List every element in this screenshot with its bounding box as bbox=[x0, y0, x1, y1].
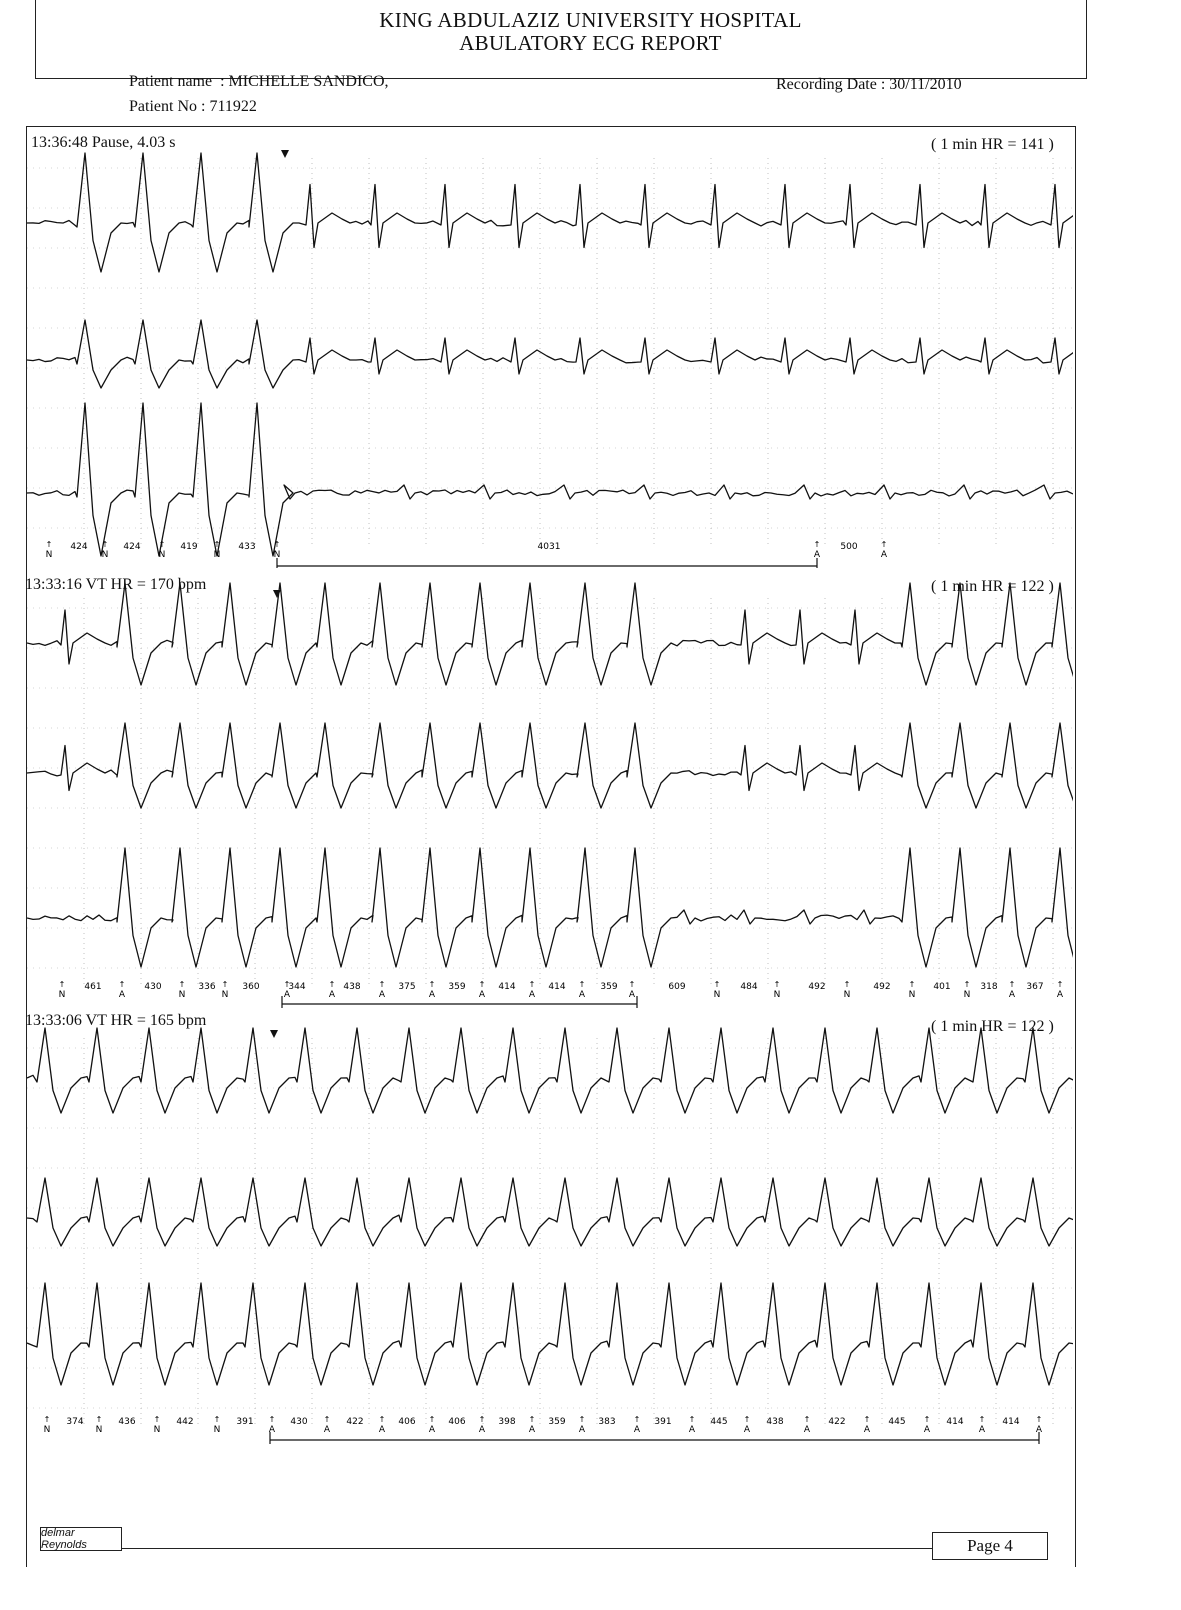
beat-label: A bbox=[528, 1425, 536, 1435]
ecg-grid bbox=[27, 1038, 1073, 1428]
rr-interval: 360 bbox=[242, 982, 260, 992]
beat-label: N bbox=[713, 990, 721, 1000]
beat-marker-icon: ↑ bbox=[213, 1415, 221, 1424]
ecg-lead-3 bbox=[27, 1283, 1073, 1385]
beat-marker-icon: ↑ bbox=[95, 1415, 103, 1424]
beat-label: A bbox=[880, 550, 888, 560]
ecg-strip-2 bbox=[27, 568, 1073, 1008]
rr-interval: 318 bbox=[980, 982, 998, 992]
rr-interval: 438 bbox=[766, 1417, 784, 1427]
beat-label: A bbox=[323, 1425, 331, 1435]
ecg-grid bbox=[27, 598, 1073, 988]
rr-interval: 609 bbox=[668, 982, 686, 992]
page-number: Page 4 bbox=[932, 1532, 1048, 1560]
beat-marker-icon: ↑ bbox=[153, 1415, 161, 1424]
ecg-strip-3 bbox=[27, 1008, 1073, 1448]
rr-interval: 419 bbox=[180, 542, 198, 552]
rr-interval: 374 bbox=[66, 1417, 84, 1427]
beat-marker-icon: ↑ bbox=[978, 1415, 986, 1424]
ecg-strip-1-graph bbox=[27, 128, 1073, 568]
rr-interval: 375 bbox=[398, 982, 416, 992]
ecg-grid bbox=[27, 158, 1073, 548]
beat-label: A bbox=[428, 990, 436, 1000]
beat-label: A bbox=[1008, 990, 1016, 1000]
beat-marker-icon: ↑ bbox=[1056, 980, 1064, 989]
rr-interval: 391 bbox=[236, 1417, 254, 1427]
ecg-strip-2-graph bbox=[27, 568, 1073, 1008]
rr-interval: 398 bbox=[498, 1417, 516, 1427]
ecg-lead-2 bbox=[27, 1178, 1073, 1246]
beat-label: N bbox=[273, 550, 281, 560]
rr-interval: 500 bbox=[840, 542, 858, 552]
beat-marker-icon: ↑ bbox=[328, 980, 336, 989]
beat-marker-icon: ↑ bbox=[101, 540, 109, 549]
rr-interval: 383 bbox=[598, 1417, 616, 1427]
beat-label: A bbox=[1056, 990, 1064, 1000]
beat-marker-icon: ↑ bbox=[378, 1415, 386, 1424]
rr-interval: 442 bbox=[176, 1417, 194, 1427]
ecg-lead-1 bbox=[27, 153, 1073, 272]
ecg-lead-2 bbox=[27, 723, 1073, 808]
beat-label: A bbox=[578, 990, 586, 1000]
beat-marker-icon: ↑ bbox=[963, 980, 971, 989]
strip-2-event: 13:33:16 VT HR = 170 bpm bbox=[25, 576, 207, 593]
rr-interval: 461 bbox=[84, 982, 102, 992]
ecg-lead-1 bbox=[27, 583, 1073, 685]
strip-3-event: 13:33:06 VT HR = 165 bpm bbox=[25, 1012, 207, 1029]
beat-marker-icon: ↑ bbox=[908, 980, 916, 989]
patient-no: : 711922 bbox=[201, 98, 257, 115]
beat-marker-icon: ↑ bbox=[923, 1415, 931, 1424]
beat-label: A bbox=[528, 990, 536, 1000]
ecg-lead-2 bbox=[27, 320, 1073, 388]
rr-interval: 414 bbox=[946, 1417, 964, 1427]
beat-label: A bbox=[328, 990, 336, 1000]
beat-label: A bbox=[378, 1425, 386, 1435]
beat-marker-icon: ↑ bbox=[528, 1415, 536, 1424]
patient-no-label: Patient No : 711922 bbox=[129, 98, 257, 115]
event-marker-icon bbox=[281, 150, 289, 158]
beat-label: A bbox=[578, 1425, 586, 1435]
beat-label: A bbox=[628, 990, 636, 1000]
rr-interval: 422 bbox=[346, 1417, 364, 1427]
beat-marker-icon: ↑ bbox=[578, 1415, 586, 1424]
rr-interval: 367 bbox=[1026, 982, 1044, 992]
beat-label: A bbox=[633, 1425, 641, 1435]
beat-label: N bbox=[843, 990, 851, 1000]
rr-interval: 445 bbox=[888, 1417, 906, 1427]
beat-marker-icon: ↑ bbox=[178, 980, 186, 989]
beat-label: A bbox=[268, 1425, 276, 1435]
beat-label: A bbox=[428, 1425, 436, 1435]
event-marker-icon bbox=[273, 590, 281, 598]
footer-divider bbox=[122, 1548, 932, 1549]
rr-interval: 445 bbox=[710, 1417, 728, 1427]
rr-interval: 484 bbox=[740, 982, 758, 992]
beat-label: N bbox=[58, 990, 66, 1000]
beat-marker-icon: ↑ bbox=[528, 980, 536, 989]
beat-label: A bbox=[688, 1425, 696, 1435]
ecg-lead-3 bbox=[27, 848, 1073, 967]
beat-label: N bbox=[213, 1425, 221, 1435]
beat-marker-icon: ↑ bbox=[628, 980, 636, 989]
beat-marker-icon: ↑ bbox=[428, 1415, 436, 1424]
rr-interval: 336 bbox=[198, 982, 216, 992]
rr-interval: 414 bbox=[1002, 1417, 1020, 1427]
beat-label: N bbox=[95, 1425, 103, 1435]
beat-marker-icon: ↑ bbox=[843, 980, 851, 989]
beat-label: N bbox=[908, 990, 916, 1000]
rr-interval: 344 bbox=[288, 982, 306, 992]
beat-label: N bbox=[178, 990, 186, 1000]
beat-marker-icon: ↑ bbox=[578, 980, 586, 989]
beat-label: A bbox=[1035, 1425, 1043, 1435]
rr-interval: 4031 bbox=[537, 542, 561, 552]
beat-label: A bbox=[478, 990, 486, 1000]
strip-2-hr: ( 1 min HR = 122 ) bbox=[931, 578, 1054, 595]
recording-date: Recording Date : 30/11/2010 bbox=[776, 76, 962, 93]
beat-marker-icon: ↑ bbox=[43, 1415, 51, 1424]
beat-label: N bbox=[101, 550, 109, 560]
rr-interval: 492 bbox=[808, 982, 826, 992]
beat-label: A bbox=[803, 1425, 811, 1435]
beat-label: A bbox=[863, 1425, 871, 1435]
rr-interval: 433 bbox=[238, 542, 256, 552]
beat-marker-icon: ↑ bbox=[478, 980, 486, 989]
beat-label: A bbox=[743, 1425, 751, 1435]
beat-label: A bbox=[283, 990, 291, 1000]
beat-marker-icon: ↑ bbox=[45, 540, 53, 549]
event-marker-icon bbox=[270, 1030, 278, 1038]
report-title: ABULATORY ECG REPORT bbox=[459, 31, 722, 55]
rr-interval: 406 bbox=[448, 1417, 466, 1427]
ecg-lead-3 bbox=[27, 403, 1073, 556]
patient-name-label: Patient name : MICHELLE SANDICO, bbox=[129, 73, 389, 90]
strip-1-hr: ( 1 min HR = 141 ) bbox=[931, 136, 1054, 153]
beat-marker-icon: ↑ bbox=[713, 980, 721, 989]
rr-interval: 414 bbox=[498, 982, 516, 992]
beat-label: N bbox=[45, 550, 53, 560]
beat-marker-icon: ↑ bbox=[118, 980, 126, 989]
rr-interval: 391 bbox=[654, 1417, 672, 1427]
beat-label: N bbox=[773, 990, 781, 1000]
strip-1-event: 13:36:48 Pause, 4.03 s bbox=[31, 134, 176, 151]
rr-interval: 436 bbox=[118, 1417, 136, 1427]
beat-label: N bbox=[158, 550, 166, 560]
beat-label: A bbox=[478, 1425, 486, 1435]
beat-label: A bbox=[978, 1425, 986, 1435]
ecg-lead-1 bbox=[27, 1028, 1073, 1113]
beat-marker-icon: ↑ bbox=[283, 980, 291, 989]
beat-marker-icon: ↑ bbox=[633, 1415, 641, 1424]
beat-marker-icon: ↑ bbox=[428, 980, 436, 989]
rr-interval: 406 bbox=[398, 1417, 416, 1427]
strip-3-hr: ( 1 min HR = 122 ) bbox=[931, 1018, 1054, 1035]
beat-marker-icon: ↑ bbox=[863, 1415, 871, 1424]
beat-marker-icon: ↑ bbox=[688, 1415, 696, 1424]
beat-marker-icon: ↑ bbox=[323, 1415, 331, 1424]
beat-label: A bbox=[813, 550, 821, 560]
rr-interval: 438 bbox=[343, 982, 361, 992]
beat-marker-icon: ↑ bbox=[1035, 1415, 1043, 1424]
rr-interval: 414 bbox=[548, 982, 566, 992]
beat-marker-icon: ↑ bbox=[58, 980, 66, 989]
rr-interval: 401 bbox=[933, 982, 951, 992]
beat-marker-icon: ↑ bbox=[478, 1415, 486, 1424]
rr-interval: 492 bbox=[873, 982, 891, 992]
beat-label: N bbox=[213, 550, 221, 560]
rr-interval: 424 bbox=[123, 542, 141, 552]
beat-label: N bbox=[963, 990, 971, 1000]
beat-marker-icon: ↑ bbox=[268, 1415, 276, 1424]
rr-interval: 359 bbox=[548, 1417, 566, 1427]
beat-label: N bbox=[43, 1425, 51, 1435]
rr-interval: 359 bbox=[600, 982, 618, 992]
beat-marker-icon: ↑ bbox=[803, 1415, 811, 1424]
beat-label: N bbox=[221, 990, 229, 1000]
beat-marker-icon: ↑ bbox=[813, 540, 821, 549]
beat-marker-icon: ↑ bbox=[773, 980, 781, 989]
beat-marker-icon: ↑ bbox=[1008, 980, 1016, 989]
rr-interval: 359 bbox=[448, 982, 466, 992]
beat-label: A bbox=[923, 1425, 931, 1435]
beat-marker-icon: ↑ bbox=[221, 980, 229, 989]
rr-interval: 430 bbox=[290, 1417, 308, 1427]
rr-interval: 430 bbox=[144, 982, 162, 992]
ecg-strip-1 bbox=[27, 128, 1073, 568]
delmar-reynolds-logo: delmar Reynolds bbox=[40, 1527, 122, 1551]
rr-interval: 422 bbox=[828, 1417, 846, 1427]
beat-marker-icon: ↑ bbox=[213, 540, 221, 549]
beat-marker-icon: ↑ bbox=[378, 980, 386, 989]
beat-label: A bbox=[378, 990, 386, 1000]
beat-marker-icon: ↑ bbox=[880, 540, 888, 549]
beat-marker-icon: ↑ bbox=[273, 540, 281, 549]
beat-label: N bbox=[153, 1425, 161, 1435]
beat-marker-icon: ↑ bbox=[158, 540, 166, 549]
patient-name: : MICHELLE SANDICO, bbox=[220, 73, 389, 90]
beat-label: A bbox=[118, 990, 126, 1000]
rr-interval: 424 bbox=[70, 542, 88, 552]
ecg-strip-3-graph bbox=[27, 1008, 1073, 1448]
beat-marker-icon: ↑ bbox=[743, 1415, 751, 1424]
hospital-title: KING ABDULAZIZ UNIVERSITY HOSPITAL bbox=[379, 8, 802, 32]
